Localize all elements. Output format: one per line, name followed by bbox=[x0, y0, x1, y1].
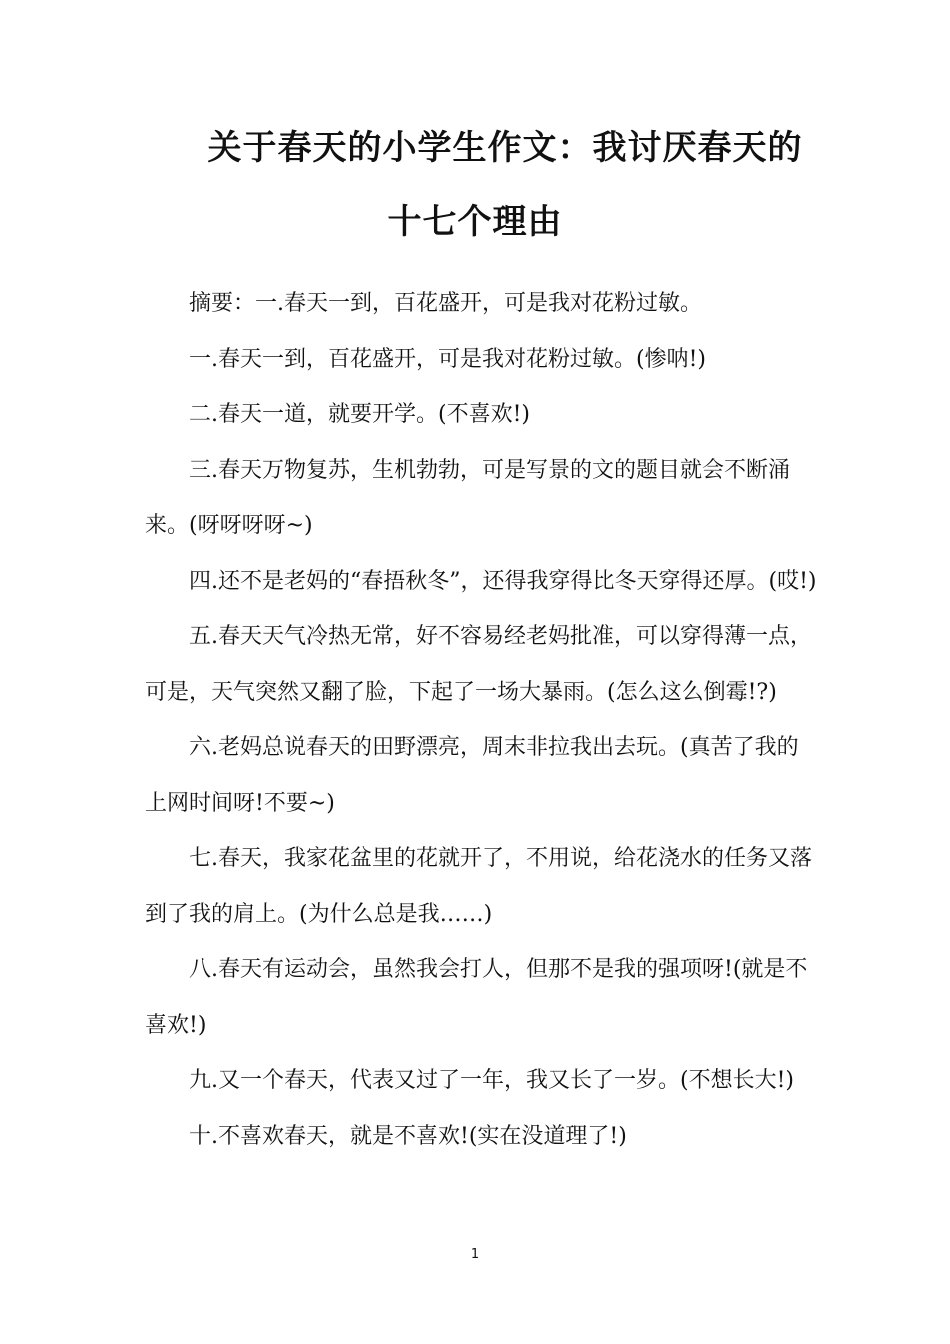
page-number: 1 bbox=[470, 1247, 480, 1262]
document-body bbox=[145, 276, 817, 1164]
paragraph-2: 二.春天一道，就要开学。(不喜欢!) bbox=[189, 402, 531, 427]
paragraph-4: 四.还不是老妈的“春捂秋冬”，还得我穿得比冬天穿得还厚。(哎!) bbox=[189, 568, 817, 594]
paragraph-1: 一.春天一到，百花盛开，可是我对花粉过敏。(惨呐!) bbox=[189, 346, 707, 372]
paragraph-3: 三.春天万物复苏，生机勃勃，可是写景的文的题目就会不断涌来。(呀呀呀呀~) bbox=[145, 457, 790, 538]
paragraph-7: 七.春天，我家花盆里的花就开了，不用说，给花浇水的任务又落到了我的肩上。(为什么总是我……) bbox=[145, 846, 812, 927]
paragraph-5: 五.春天天气冷热无常，好不容易经老妈批准，可以穿得薄一点，可是，天气突然又翻了脸，下起了一场大暴雨。(怎么这么倒霉!?) bbox=[145, 624, 812, 705]
paragraph-9: 九.又一个春天，代表又过了一年，我又长了一岁。(不想长大!) bbox=[189, 1068, 795, 1093]
paragraph-summary: 摘要：一.春天一到，百花盛开，可是我对花粉过敏。 bbox=[189, 291, 702, 316]
paragraph-6: 六.老妈总说春天的田野漂亮，周末非拉我出去玩。(真苦了我的上网时间呀!不要~) bbox=[145, 735, 799, 816]
document-title-line-2: 十七个理由 bbox=[387, 202, 563, 242]
paragraph-10: 十.不喜欢春天，就是不喜欢!(实在没道理了!) bbox=[189, 1123, 627, 1149]
document-title-line-1: 关于春天的小学生作文：我讨厌春天的 bbox=[207, 128, 803, 168]
paragraph-8: 八.春天有运动会，虽然我会打人，但那不是我的强项呀!(就是不喜欢!) bbox=[145, 957, 808, 1038]
